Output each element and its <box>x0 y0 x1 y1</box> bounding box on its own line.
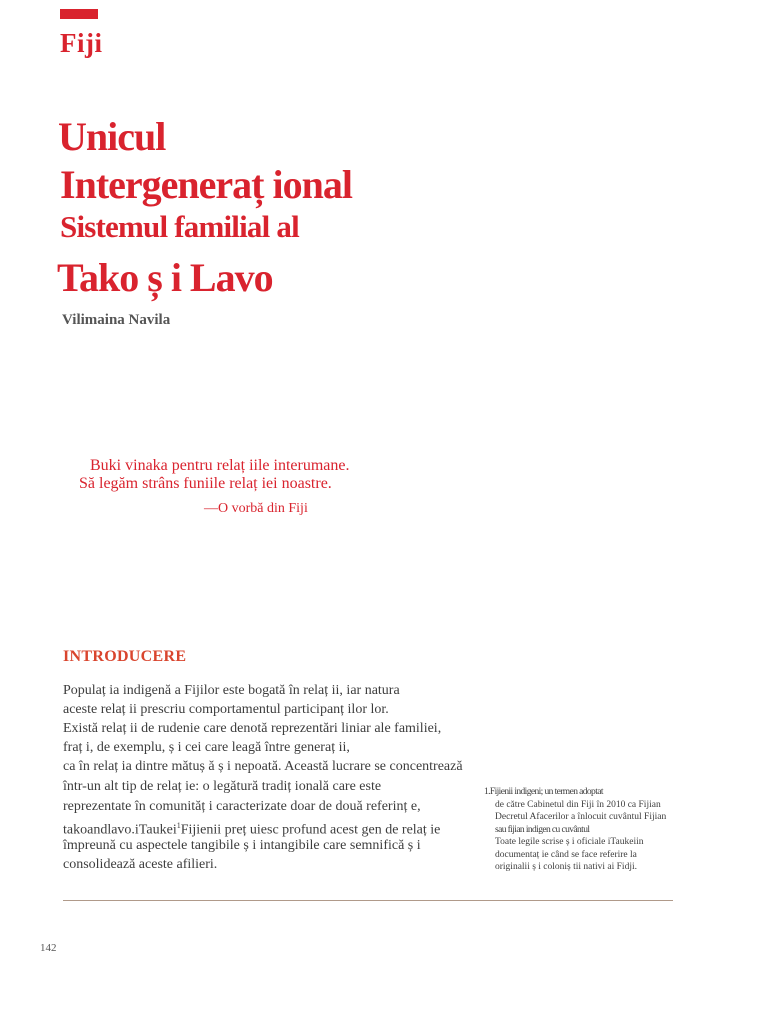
footnote-line: originalii ș i coloniș tii nativi ai Fidji. <box>495 862 637 872</box>
title-line-3: Sistemul familial al <box>60 209 299 244</box>
footnote-line: Decretul Afacerilor a înlocuit cuvântul Fijian <box>495 812 667 822</box>
footnote-line: de către Cabinetul din Fiji în 2010 ca Fijian <box>495 800 661 810</box>
section-heading: INTRODUCERE <box>63 648 187 665</box>
epigraph-line-2: Să legăm strâns funiile relaț iei noastre. <box>79 475 332 492</box>
footer-divider <box>63 900 673 901</box>
body-line: Populaț ia indigenă a Fijilor este bogată în relaț ii, iar natura <box>63 683 400 698</box>
title-line-2: Intergeneraț ional <box>60 162 352 207</box>
title-line-4: Tako ș i Lavo <box>57 255 273 300</box>
footnote-line: documentaț ie când se face referire la <box>495 850 637 860</box>
footnote-line: sau fijian indigen cu cuvântul <box>495 825 590 835</box>
page-number: 142 <box>40 942 57 954</box>
title-line-1: Unicul <box>58 114 166 159</box>
body-line: consolidează aceste afilieri. <box>63 857 218 872</box>
body-line: Există relaț ii de rudenie care denotă reprezentări liniar ale familiei, <box>63 721 442 736</box>
body-line: fraț i, de exemplu, ș i cei care leagă între generaț ii, <box>63 740 350 755</box>
body-text: takoandlavo.iTaukei <box>63 822 177 838</box>
footnote-line: 1.Fijienii indigeni; un termen adoptat <box>484 787 603 797</box>
footnote-ref[interactable]: 1 <box>176 821 181 830</box>
epigraph-line-1: Buki vinaka pentru relaț iile interumane. <box>90 457 350 474</box>
body-line: reprezentate în comunităț i caracterizate doar de două referinț e, <box>63 799 421 814</box>
body-text: Fijienii preț uiesc profund acest gen de relaț ie <box>180 822 441 838</box>
footnote-line: Toate legile scrise ș i oficiale iTaukeiin <box>495 837 644 847</box>
body-line: împreună cu aspectele tangibile ș i intangibile care semnifică ș i <box>63 838 421 853</box>
section-marker-bar <box>60 9 98 19</box>
country-header: Fiji <box>60 28 103 58</box>
body-line: aceste relaț ii prescriu comportamentul participanț ilor lor. <box>63 702 389 717</box>
body-line: într-un alt tip de relaț ie: o legătură tradiț ională care este <box>63 779 382 794</box>
author-name: Vilimaina Navila <box>62 312 171 328</box>
body-line: ca în relaț ia dintre mătuș ă ș i nepoată. Această lucrare se concentrează <box>63 759 463 774</box>
epigraph-source: —O vorbă din Fiji <box>204 501 308 516</box>
